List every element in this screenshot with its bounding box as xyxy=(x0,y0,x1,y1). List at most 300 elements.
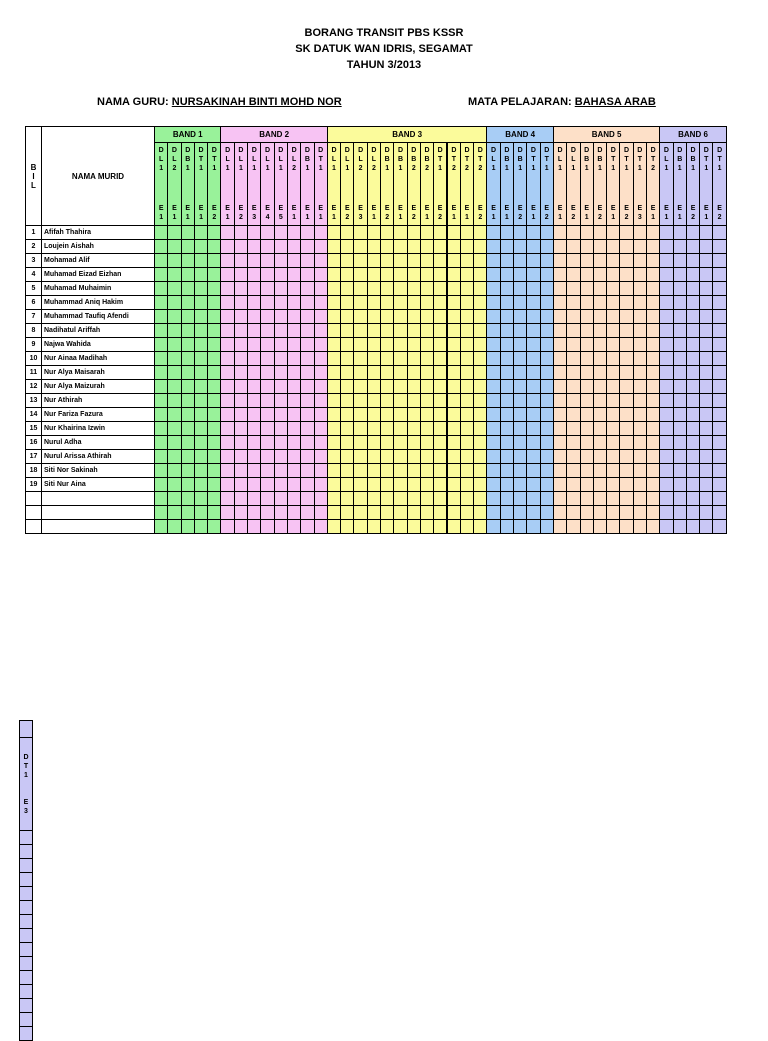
mark-cell[interactable] xyxy=(274,464,287,478)
mark-cell[interactable] xyxy=(341,450,354,464)
mark-cell[interactable] xyxy=(540,380,553,394)
mark-cell[interactable] xyxy=(660,492,673,506)
mark-cell[interactable] xyxy=(447,366,460,380)
mark-cell[interactable] xyxy=(221,394,234,408)
mark-cell[interactable] xyxy=(420,478,433,492)
mark-cell[interactable] xyxy=(221,296,234,310)
mark-cell[interactable] xyxy=(261,422,274,436)
mark-cell[interactable] xyxy=(434,422,447,436)
mark-cell[interactable] xyxy=(633,282,646,296)
mark-cell[interactable] xyxy=(553,254,566,268)
mark-cell[interactable] xyxy=(301,492,314,506)
mark-cell[interactable] xyxy=(487,296,500,310)
mark-cell[interactable] xyxy=(274,408,287,422)
mark-cell[interactable] xyxy=(593,394,606,408)
mark-cell[interactable] xyxy=(434,464,447,478)
mark-cell[interactable] xyxy=(633,422,646,436)
mark-cell[interactable] xyxy=(460,492,473,506)
mark-cell[interactable] xyxy=(447,352,460,366)
mark-cell[interactable] xyxy=(194,408,207,422)
mark-cell[interactable] xyxy=(327,282,340,296)
mark-cell[interactable] xyxy=(474,240,487,254)
mark-cell[interactable] xyxy=(314,366,327,380)
mark-cell[interactable] xyxy=(500,366,513,380)
mark-cell[interactable] xyxy=(420,282,433,296)
mark-cell[interactable] xyxy=(460,226,473,240)
mark-cell[interactable] xyxy=(327,366,340,380)
mark-cell[interactable] xyxy=(580,268,593,282)
mark-cell[interactable] xyxy=(327,352,340,366)
mark-cell[interactable] xyxy=(314,394,327,408)
mark-cell[interactable] xyxy=(580,520,593,534)
mark-cell[interactable] xyxy=(474,380,487,394)
mark-cell[interactable] xyxy=(460,464,473,478)
mark-cell[interactable] xyxy=(208,506,221,520)
mark-cell[interactable] xyxy=(620,282,633,296)
mark-cell[interactable] xyxy=(234,324,247,338)
mark-cell[interactable] xyxy=(607,240,620,254)
mark-cell[interactable] xyxy=(487,268,500,282)
mark-cell[interactable] xyxy=(301,352,314,366)
mark-cell[interactable] xyxy=(673,436,686,450)
mark-cell[interactable] xyxy=(447,436,460,450)
mark-cell[interactable] xyxy=(713,338,726,352)
mark-cell[interactable] xyxy=(181,268,194,282)
mark-cell[interactable] xyxy=(155,226,168,240)
mark-cell[interactable] xyxy=(394,296,407,310)
mark-cell[interactable] xyxy=(181,310,194,324)
mark-cell[interactable] xyxy=(646,226,659,240)
mark-cell[interactable] xyxy=(181,380,194,394)
mark-cell[interactable] xyxy=(314,520,327,534)
mark-cell[interactable] xyxy=(487,464,500,478)
mark-cell[interactable] xyxy=(327,422,340,436)
mark-cell[interactable] xyxy=(567,422,580,436)
mark-cell[interactable] xyxy=(354,324,367,338)
mark-cell[interactable] xyxy=(301,464,314,478)
mini-mark-cell[interactable] xyxy=(20,943,33,957)
mark-cell[interactable] xyxy=(540,450,553,464)
mark-cell[interactable] xyxy=(274,254,287,268)
mark-cell[interactable] xyxy=(208,254,221,268)
mark-cell[interactable] xyxy=(381,506,394,520)
mark-cell[interactable] xyxy=(194,324,207,338)
mark-cell[interactable] xyxy=(646,296,659,310)
mark-cell[interactable] xyxy=(394,310,407,324)
mark-cell[interactable] xyxy=(301,380,314,394)
mark-cell[interactable] xyxy=(434,380,447,394)
mark-cell[interactable] xyxy=(527,422,540,436)
mark-cell[interactable] xyxy=(474,464,487,478)
mark-cell[interactable] xyxy=(660,408,673,422)
mark-cell[interactable] xyxy=(407,268,420,282)
mark-cell[interactable] xyxy=(234,226,247,240)
mark-cell[interactable] xyxy=(155,450,168,464)
mark-cell[interactable] xyxy=(500,310,513,324)
mark-cell[interactable] xyxy=(341,254,354,268)
mark-cell[interactable] xyxy=(341,338,354,352)
mark-cell[interactable] xyxy=(660,436,673,450)
mark-cell[interactable] xyxy=(660,254,673,268)
mark-cell[interactable] xyxy=(420,380,433,394)
mark-cell[interactable] xyxy=(327,450,340,464)
mark-cell[interactable] xyxy=(287,296,300,310)
mark-cell[interactable] xyxy=(593,492,606,506)
mark-cell[interactable] xyxy=(314,282,327,296)
mark-cell[interactable] xyxy=(234,310,247,324)
mark-cell[interactable] xyxy=(700,464,713,478)
mark-cell[interactable] xyxy=(514,422,527,436)
mark-cell[interactable] xyxy=(540,520,553,534)
mark-cell[interactable] xyxy=(194,282,207,296)
mark-cell[interactable] xyxy=(514,366,527,380)
mark-cell[interactable] xyxy=(567,324,580,338)
mark-cell[interactable] xyxy=(221,422,234,436)
mark-cell[interactable] xyxy=(527,450,540,464)
mark-cell[interactable] xyxy=(314,310,327,324)
mark-cell[interactable] xyxy=(713,352,726,366)
mark-cell[interactable] xyxy=(567,366,580,380)
mark-cell[interactable] xyxy=(234,366,247,380)
mark-cell[interactable] xyxy=(314,464,327,478)
mark-cell[interactable] xyxy=(633,240,646,254)
mark-cell[interactable] xyxy=(248,338,261,352)
mark-cell[interactable] xyxy=(194,254,207,268)
mark-cell[interactable] xyxy=(500,268,513,282)
mark-cell[interactable] xyxy=(607,506,620,520)
mark-cell[interactable] xyxy=(620,506,633,520)
mark-cell[interactable] xyxy=(474,226,487,240)
mark-cell[interactable] xyxy=(487,282,500,296)
mark-cell[interactable] xyxy=(660,394,673,408)
mark-cell[interactable] xyxy=(155,366,168,380)
mark-cell[interactable] xyxy=(381,408,394,422)
mark-cell[interactable] xyxy=(646,492,659,506)
mark-cell[interactable] xyxy=(514,226,527,240)
mark-cell[interactable] xyxy=(354,408,367,422)
mark-cell[interactable] xyxy=(394,394,407,408)
mark-cell[interactable] xyxy=(620,338,633,352)
mark-cell[interactable] xyxy=(274,436,287,450)
mark-cell[interactable] xyxy=(394,366,407,380)
mark-cell[interactable] xyxy=(221,492,234,506)
mark-cell[interactable] xyxy=(181,254,194,268)
mark-cell[interactable] xyxy=(673,240,686,254)
mark-cell[interactable] xyxy=(354,380,367,394)
mark-cell[interactable] xyxy=(354,436,367,450)
mark-cell[interactable] xyxy=(261,254,274,268)
mark-cell[interactable] xyxy=(514,492,527,506)
mark-cell[interactable] xyxy=(434,450,447,464)
mark-cell[interactable] xyxy=(593,240,606,254)
mark-cell[interactable] xyxy=(646,268,659,282)
mark-cell[interactable] xyxy=(407,394,420,408)
mark-cell[interactable] xyxy=(354,478,367,492)
mark-cell[interactable] xyxy=(620,492,633,506)
mark-cell[interactable] xyxy=(487,324,500,338)
mark-cell[interactable] xyxy=(686,422,699,436)
mark-cell[interactable] xyxy=(607,268,620,282)
mark-cell[interactable] xyxy=(314,408,327,422)
mark-cell[interactable] xyxy=(540,422,553,436)
mark-cell[interactable] xyxy=(221,254,234,268)
mark-cell[interactable] xyxy=(394,226,407,240)
mark-cell[interactable] xyxy=(327,464,340,478)
mark-cell[interactable] xyxy=(567,296,580,310)
mark-cell[interactable] xyxy=(168,478,181,492)
mark-cell[interactable] xyxy=(208,296,221,310)
mark-cell[interactable] xyxy=(221,352,234,366)
mark-cell[interactable] xyxy=(474,506,487,520)
mark-cell[interactable] xyxy=(420,408,433,422)
mark-cell[interactable] xyxy=(261,394,274,408)
mark-cell[interactable] xyxy=(593,380,606,394)
mark-cell[interactable] xyxy=(287,464,300,478)
mark-cell[interactable] xyxy=(274,506,287,520)
mark-cell[interactable] xyxy=(660,282,673,296)
mark-cell[interactable] xyxy=(633,380,646,394)
mark-cell[interactable] xyxy=(367,226,380,240)
mark-cell[interactable] xyxy=(713,366,726,380)
mark-cell[interactable] xyxy=(686,296,699,310)
mark-cell[interactable] xyxy=(420,506,433,520)
mark-cell[interactable] xyxy=(155,492,168,506)
mark-cell[interactable] xyxy=(500,408,513,422)
mark-cell[interactable] xyxy=(673,380,686,394)
mark-cell[interactable] xyxy=(660,296,673,310)
mark-cell[interactable] xyxy=(553,324,566,338)
mark-cell[interactable] xyxy=(646,478,659,492)
mark-cell[interactable] xyxy=(474,254,487,268)
mark-cell[interactable] xyxy=(460,408,473,422)
mark-cell[interactable] xyxy=(686,464,699,478)
mark-cell[interactable] xyxy=(367,408,380,422)
mark-cell[interactable] xyxy=(673,394,686,408)
mark-cell[interactable] xyxy=(234,450,247,464)
mark-cell[interactable] xyxy=(553,296,566,310)
mark-cell[interactable] xyxy=(700,226,713,240)
mark-cell[interactable] xyxy=(607,520,620,534)
mark-cell[interactable] xyxy=(287,352,300,366)
mark-cell[interactable] xyxy=(447,338,460,352)
mark-cell[interactable] xyxy=(660,352,673,366)
mark-cell[interactable] xyxy=(487,450,500,464)
mark-cell[interactable] xyxy=(301,394,314,408)
mark-cell[interactable] xyxy=(407,478,420,492)
mark-cell[interactable] xyxy=(660,226,673,240)
mark-cell[interactable] xyxy=(354,254,367,268)
mark-cell[interactable] xyxy=(646,464,659,478)
mark-cell[interactable] xyxy=(301,450,314,464)
mark-cell[interactable] xyxy=(540,408,553,422)
mark-cell[interactable] xyxy=(487,352,500,366)
mark-cell[interactable] xyxy=(620,380,633,394)
mark-cell[interactable] xyxy=(500,254,513,268)
mark-cell[interactable] xyxy=(713,478,726,492)
mark-cell[interactable] xyxy=(580,240,593,254)
mark-cell[interactable] xyxy=(155,338,168,352)
mark-cell[interactable] xyxy=(540,268,553,282)
mark-cell[interactable] xyxy=(301,240,314,254)
mark-cell[interactable] xyxy=(301,506,314,520)
mark-cell[interactable] xyxy=(713,310,726,324)
mark-cell[interactable] xyxy=(700,436,713,450)
mark-cell[interactable] xyxy=(434,240,447,254)
mark-cell[interactable] xyxy=(646,338,659,352)
mark-cell[interactable] xyxy=(327,394,340,408)
mark-cell[interactable] xyxy=(434,436,447,450)
mark-cell[interactable] xyxy=(354,240,367,254)
mark-cell[interactable] xyxy=(633,506,646,520)
mark-cell[interactable] xyxy=(394,324,407,338)
mark-cell[interactable] xyxy=(633,520,646,534)
mark-cell[interactable] xyxy=(194,338,207,352)
mark-cell[interactable] xyxy=(580,436,593,450)
mark-cell[interactable] xyxy=(646,352,659,366)
mark-cell[interactable] xyxy=(447,520,460,534)
mark-cell[interactable] xyxy=(181,338,194,352)
mark-cell[interactable] xyxy=(194,310,207,324)
mark-cell[interactable] xyxy=(194,352,207,366)
mark-cell[interactable] xyxy=(713,492,726,506)
mark-cell[interactable] xyxy=(553,282,566,296)
mark-cell[interactable] xyxy=(434,254,447,268)
mark-cell[interactable] xyxy=(540,338,553,352)
mark-cell[interactable] xyxy=(447,310,460,324)
mark-cell[interactable] xyxy=(208,338,221,352)
mark-cell[interactable] xyxy=(234,394,247,408)
mark-cell[interactable] xyxy=(673,450,686,464)
mark-cell[interactable] xyxy=(168,366,181,380)
mark-cell[interactable] xyxy=(593,310,606,324)
mark-cell[interactable] xyxy=(381,240,394,254)
mark-cell[interactable] xyxy=(660,324,673,338)
mark-cell[interactable] xyxy=(514,254,527,268)
mark-cell[interactable] xyxy=(593,450,606,464)
mark-cell[interactable] xyxy=(221,310,234,324)
mark-cell[interactable] xyxy=(354,492,367,506)
mark-cell[interactable] xyxy=(646,422,659,436)
mark-cell[interactable] xyxy=(686,254,699,268)
mark-cell[interactable] xyxy=(460,268,473,282)
mark-cell[interactable] xyxy=(553,492,566,506)
mark-cell[interactable] xyxy=(713,380,726,394)
mark-cell[interactable] xyxy=(646,324,659,338)
mark-cell[interactable] xyxy=(567,380,580,394)
mark-cell[interactable] xyxy=(261,450,274,464)
mark-cell[interactable] xyxy=(540,394,553,408)
mark-cell[interactable] xyxy=(341,296,354,310)
mark-cell[interactable] xyxy=(633,478,646,492)
mark-cell[interactable] xyxy=(274,268,287,282)
mark-cell[interactable] xyxy=(500,492,513,506)
mark-cell[interactable] xyxy=(607,492,620,506)
mark-cell[interactable] xyxy=(686,506,699,520)
mark-cell[interactable] xyxy=(420,240,433,254)
mark-cell[interactable] xyxy=(327,436,340,450)
mark-cell[interactable] xyxy=(394,240,407,254)
mark-cell[interactable] xyxy=(367,422,380,436)
mark-cell[interactable] xyxy=(420,296,433,310)
mark-cell[interactable] xyxy=(234,464,247,478)
mark-cell[interactable] xyxy=(700,338,713,352)
mark-cell[interactable] xyxy=(474,422,487,436)
mark-cell[interactable] xyxy=(673,478,686,492)
mark-cell[interactable] xyxy=(155,408,168,422)
mark-cell[interactable] xyxy=(274,450,287,464)
mark-cell[interactable] xyxy=(194,240,207,254)
mark-cell[interactable] xyxy=(407,352,420,366)
mark-cell[interactable] xyxy=(407,226,420,240)
mark-cell[interactable] xyxy=(248,268,261,282)
mark-cell[interactable] xyxy=(248,478,261,492)
mark-cell[interactable] xyxy=(354,506,367,520)
mark-cell[interactable] xyxy=(713,464,726,478)
mark-cell[interactable] xyxy=(487,310,500,324)
mark-cell[interactable] xyxy=(181,436,194,450)
mark-cell[interactable] xyxy=(540,464,553,478)
mark-cell[interactable] xyxy=(514,338,527,352)
mark-cell[interactable] xyxy=(646,380,659,394)
mark-cell[interactable] xyxy=(208,324,221,338)
mark-cell[interactable] xyxy=(500,478,513,492)
mark-cell[interactable] xyxy=(434,394,447,408)
mark-cell[interactable] xyxy=(274,394,287,408)
mark-cell[interactable] xyxy=(633,310,646,324)
mark-cell[interactable] xyxy=(221,268,234,282)
mark-cell[interactable] xyxy=(514,296,527,310)
mark-cell[interactable] xyxy=(287,408,300,422)
mark-cell[interactable] xyxy=(221,436,234,450)
mark-cell[interactable] xyxy=(274,338,287,352)
mark-cell[interactable] xyxy=(194,492,207,506)
mark-cell[interactable] xyxy=(327,226,340,240)
mark-cell[interactable] xyxy=(580,254,593,268)
mark-cell[interactable] xyxy=(633,352,646,366)
mark-cell[interactable] xyxy=(460,394,473,408)
mark-cell[interactable] xyxy=(553,520,566,534)
mark-cell[interactable] xyxy=(580,282,593,296)
mark-cell[interactable] xyxy=(248,464,261,478)
mark-cell[interactable] xyxy=(686,436,699,450)
mark-cell[interactable] xyxy=(686,478,699,492)
mark-cell[interactable] xyxy=(514,324,527,338)
mark-cell[interactable] xyxy=(181,408,194,422)
mark-cell[interactable] xyxy=(287,240,300,254)
mark-cell[interactable] xyxy=(194,520,207,534)
mark-cell[interactable] xyxy=(447,296,460,310)
mark-cell[interactable] xyxy=(301,422,314,436)
mark-cell[interactable] xyxy=(487,506,500,520)
mark-cell[interactable] xyxy=(394,254,407,268)
mark-cell[interactable] xyxy=(221,478,234,492)
mark-cell[interactable] xyxy=(314,450,327,464)
mark-cell[interactable] xyxy=(633,338,646,352)
mark-cell[interactable] xyxy=(194,296,207,310)
mark-cell[interactable] xyxy=(341,380,354,394)
mark-cell[interactable] xyxy=(194,464,207,478)
mark-cell[interactable] xyxy=(580,422,593,436)
mark-cell[interactable] xyxy=(301,268,314,282)
mark-cell[interactable] xyxy=(221,450,234,464)
mini-mark-cell[interactable] xyxy=(20,859,33,873)
mark-cell[interactable] xyxy=(474,520,487,534)
mark-cell[interactable] xyxy=(168,492,181,506)
mark-cell[interactable] xyxy=(700,324,713,338)
mark-cell[interactable] xyxy=(367,324,380,338)
mark-cell[interactable] xyxy=(593,226,606,240)
mark-cell[interactable] xyxy=(673,324,686,338)
